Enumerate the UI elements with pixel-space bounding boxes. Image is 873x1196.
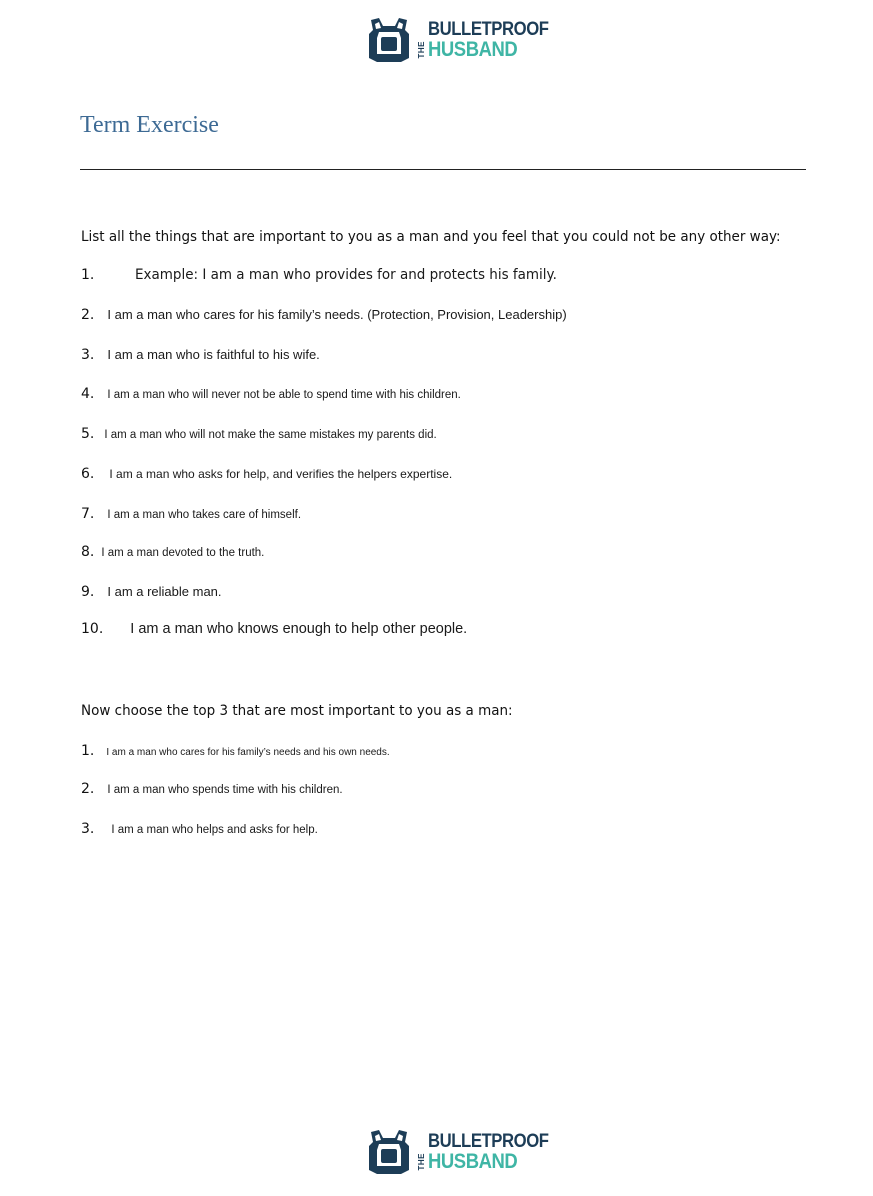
item-number: 1.	[81, 267, 95, 283]
logo-line-bulletproof: BULLETPROOF	[428, 19, 549, 40]
list-item	[81, 307, 567, 323]
list-item	[81, 743, 390, 759]
logo-line-bulletproof: BULLETPROOF	[428, 1131, 549, 1152]
list-item	[81, 821, 318, 837]
item-number: 2.	[81, 781, 95, 797]
item-number: 5.	[81, 426, 95, 442]
vest-logo-icon	[367, 16, 411, 64]
item-number: 3.	[81, 821, 95, 837]
item-text: I am a reliable man.	[107, 584, 222, 599]
item-text: I am a man who will never not be able to spend time with his children.	[107, 389, 461, 401]
section2-prompt: Now choose the top 3 that are most important to you as a man:	[81, 703, 513, 719]
item-number: 3.	[81, 347, 95, 363]
logo-line-husband: HUSBAND	[428, 1150, 518, 1173]
list-item	[81, 621, 467, 637]
list-item	[81, 426, 437, 442]
list-item	[81, 781, 343, 797]
item-number: 1.	[81, 743, 95, 759]
item-text: I am a man devoted to the truth.	[101, 547, 265, 559]
item-text: I am a man who takes care of himself.	[107, 509, 302, 521]
page-title: Term Exercise	[80, 112, 219, 138]
item-number: 8.	[81, 544, 95, 560]
item-text: I am a man who is faithful to his wife.	[107, 347, 320, 362]
list-item	[81, 506, 301, 522]
list-item	[81, 584, 222, 600]
list-item	[81, 347, 320, 363]
item-number: 9.	[81, 584, 95, 600]
vest-logo-icon	[367, 1128, 411, 1176]
list-item	[81, 386, 461, 402]
item-number: 4.	[81, 386, 95, 402]
item-text: Example: I am a man who provides for and protects his family.	[135, 267, 558, 283]
list-item	[81, 267, 589, 283]
logo-wordmark	[417, 20, 565, 60]
logo-line-husband: HUSBAND	[428, 38, 518, 61]
item-text: I am a man who cares for his family’s needs and his own needs.	[106, 747, 390, 758]
item-text: I am a man who will not make the same mistakes my parents did.	[104, 429, 437, 441]
item-number: 6.	[81, 466, 95, 482]
logo-wordmark	[417, 1132, 565, 1172]
item-text: I am a man who knows enough to help other people.	[130, 621, 468, 637]
title-divider	[80, 169, 806, 170]
header-logo	[367, 16, 565, 64]
item-number: 10.	[81, 621, 104, 637]
footer-logo	[367, 1128, 565, 1176]
logo-the: THE	[417, 1152, 426, 1170]
item-number: 7.	[81, 506, 95, 522]
list-item	[81, 544, 264, 560]
item-text: I am a man who cares for his family’s needs. (Protection, Provision, Leadership)	[107, 307, 567, 322]
list-item	[81, 466, 452, 482]
section1-prompt: List all the things that are important to you as a man and you feel that you could not be any other way:	[81, 229, 781, 245]
item-text: I am a man who helps and asks for help.	[111, 824, 318, 836]
item-text: I am a man who spends time with his children.	[107, 784, 343, 796]
logo-the: THE	[417, 40, 426, 58]
item-number: 2.	[81, 307, 95, 323]
item-text: I am a man who asks for help, and verifies the helpers expertise.	[109, 467, 453, 481]
